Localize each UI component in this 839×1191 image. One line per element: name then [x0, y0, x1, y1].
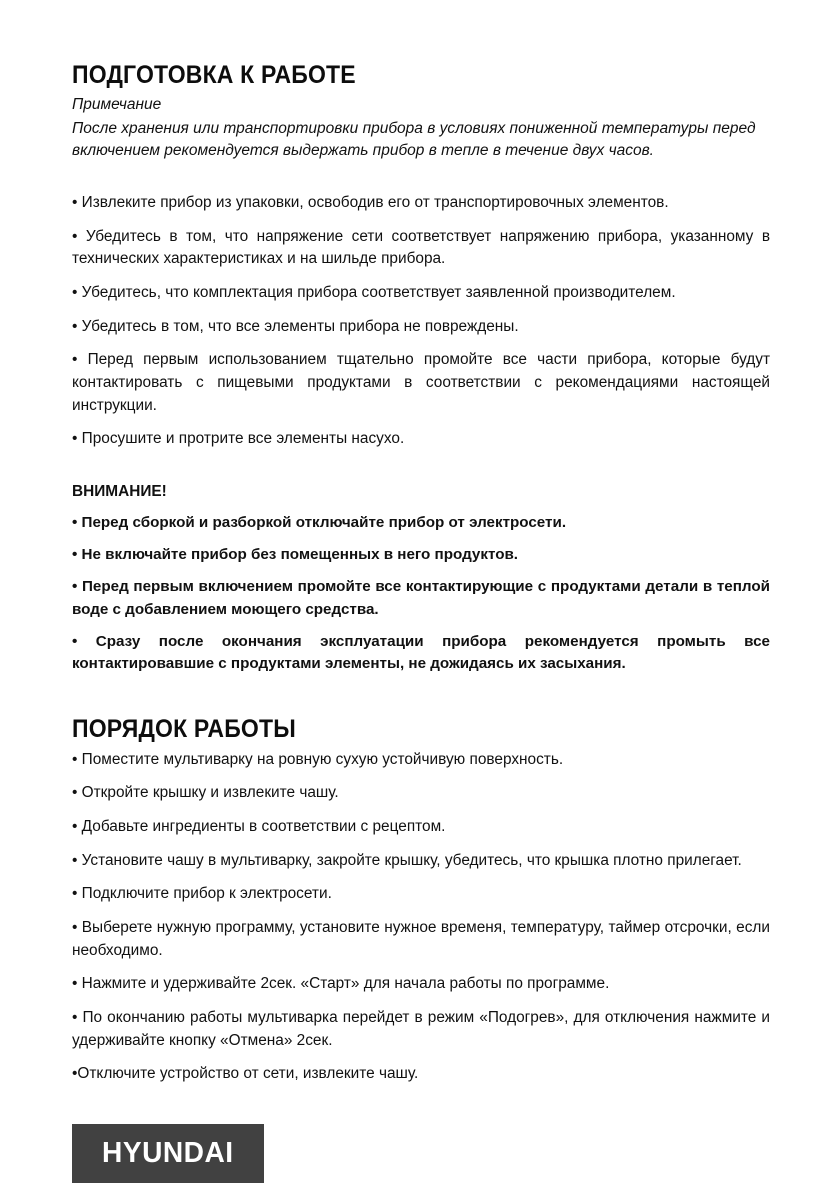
document-content [72, 62, 770, 1086]
list-item: • Не включайте прибор без помещенных в него продуктов. [72, 545, 519, 563]
list-item: • Просушите и протрите все элементы насухо. [72, 430, 405, 448]
preparation-bullet-list [72, 192, 770, 451]
list-item: • Убедитесь в том, что напряжение сети соответствует напряжению прибора, указанному в технических характеристиках и на шильде прибора. [72, 227, 770, 268]
list-item: • Извлеките прибор из упаковки, освободив его от транспортировочных элементов. [72, 194, 669, 212]
list-item: • Нажмите и удерживайте 2сек. «Старт» для начала работы по программе. [72, 975, 610, 993]
list-item: • Убедитесь, что комплектация прибора соответствует заявленной производителем. [72, 284, 676, 302]
list-item: • По окончанию работы мультиварка перейдет в режим «Подогрев», для отключения нажмите и удерживайте кнопку «Отмена» 2сек. [72, 1008, 770, 1049]
list-item: • Убедитесь в том, что все элементы прибора не повреждены. [72, 317, 519, 335]
list-item: • Установите чашу в мультиварку, закройте крышку, убедитесь, что крышка плотно прилегает. [72, 851, 742, 869]
note-body: После хранения или транспортировки прибора в условиях пониженной температуры перед включением рекомендуется выдержать прибор в тепле в течение двух часов. [72, 120, 756, 160]
list-item: •Отключите устройство от сети, извлеките чашу. [72, 1065, 419, 1083]
spacer [72, 686, 770, 716]
note-label: Примечание [72, 96, 162, 114]
brand-logo-text: HYUNDAI [102, 1137, 234, 1169]
list-item: • Поместите мультиварку на ровную сухую устойчивую поверхность. [72, 750, 564, 768]
list-item: • Выберете нужную программу, установите нужное временя, температуру, таймер отсрочки, если необходимо. [72, 919, 770, 959]
list-item: • Откройте крышку и извлеките чашу. [72, 784, 339, 802]
list-item: • Подключите прибор к электросети. [72, 885, 332, 903]
page-title-preparation: ПОДГОТОВКА К РАБОТЕ [72, 61, 356, 89]
brand-logo-box [72, 1124, 264, 1183]
list-item: • Перед сборкой и разборкой отключайте прибор от электросети. [72, 513, 567, 531]
spacer [72, 451, 770, 481]
operation-bullet-list [72, 749, 770, 1086]
warning-title: ВНИМАНИЕ! [72, 482, 167, 500]
footer-logo [72, 1124, 264, 1183]
warning-bullet-list [72, 512, 770, 676]
list-item: • Перед первым использованием тщательно промойте все части прибора, которые будут контактировать с пищевыми продуктами в соответствии с рекомендациями настоящей инструкции. [72, 351, 770, 414]
list-item: • Добавьте ингредиенты в соответствии с рецептом. [72, 818, 446, 836]
list-item: • Перед первым включением промойте все контактирующие с продуктами детали в теплой воде с добавлением моющего средства. [72, 578, 770, 618]
list-item: • Сразу после окончания эксплуатации прибора рекомендуется промыть все контактировавшие с продуктами элементы, не дожидаясь их засыхания. [72, 632, 770, 673]
page-title-operation: ПОРЯДОК РАБОТЫ [72, 714, 296, 743]
spacer [72, 162, 770, 192]
